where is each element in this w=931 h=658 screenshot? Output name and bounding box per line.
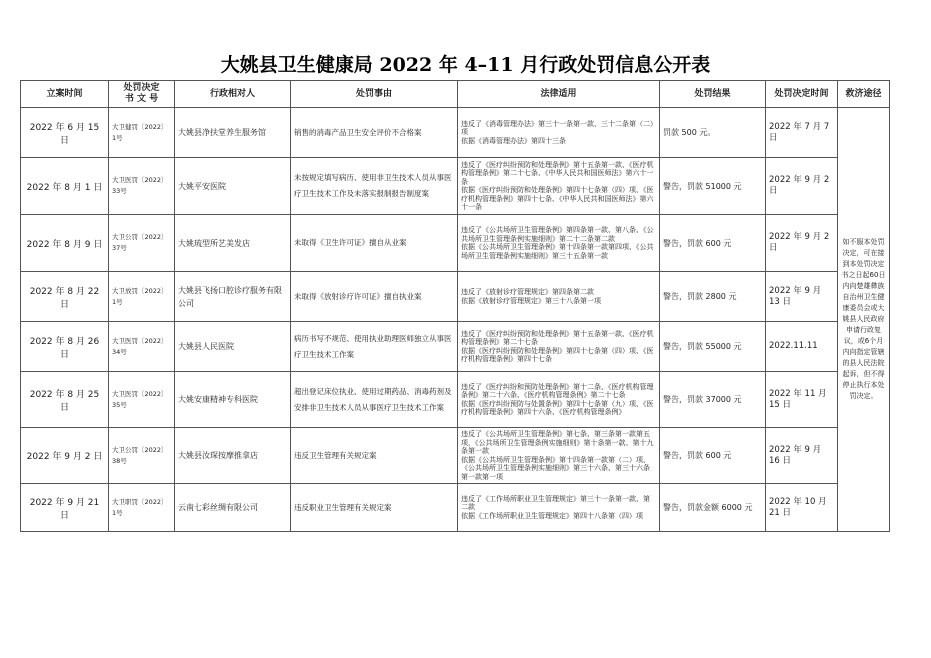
header-law: 法律适用 <box>458 81 660 108</box>
party-cell: 大姚县净扶堂养生服务馆 <box>175 108 291 158</box>
decision-date-cell: 2022 年 9 月 16 日 <box>766 428 838 484</box>
table-row <box>21 158 890 215</box>
table-header-row <box>21 81 890 108</box>
doc-no-cell: 大卫健罚〔2022〕 1号 <box>109 108 175 158</box>
matter-cell: 违反卫生管理有关规定案 <box>291 428 458 484</box>
law-cell: 违反了《医疗纠纷和预防处理条例》第十二条、《医疗机构管理条例》第二十六条、《医疗机构管理条例》第二十七条 依据《医疗纠纷预防与处置条例》第四十七条第（九）项、《医疗机构管理条例》第四十六条、《医疗机构管理条例》 <box>458 372 660 428</box>
doc-no-cell: 大卫公罚〔2022〕 38号 <box>109 428 175 484</box>
doc-no-cell: 大卫放罚〔2022〕 1号 <box>109 272 175 322</box>
matter-cell: 未取得《放射诊疗许可证》擅自执业案 <box>291 272 458 322</box>
header-doc-no: 处罚决定 书 文 号 <box>109 81 175 108</box>
doc-no-cell: 大卫职罚〔2022〕 1号 <box>109 484 175 532</box>
party-cell: 大姚平安医院 <box>175 158 291 215</box>
doc-no-cell: 大卫医罚〔2022〕 33号 <box>109 158 175 215</box>
filing-date-cell: 2022 年 6 月 15 日 <box>21 108 109 158</box>
result-cell: 警告，罚款金额 6000 元 <box>660 484 766 532</box>
header-remedy: 救济途径 <box>838 81 890 108</box>
party-cell: 大姚县人民医院 <box>175 322 291 372</box>
table-row <box>21 372 890 428</box>
doc-no-cell: 大卫医罚〔2022〕 35号 <box>109 372 175 428</box>
law-cell: 违反了《放射诊疗管理规定》第四条第二款 依据《放射诊疗管理规定》第三十八条第一项 <box>458 272 660 322</box>
result-cell: 警告，罚款 600 元 <box>660 428 766 484</box>
law-cell: 违反了《工作场所职业卫生管理规定》第三十一条第一款、第二款 依据《工作场所职业卫生管理规定》第四十八条第（四）项 <box>458 484 660 532</box>
filing-date-cell: 2022 年 8 月 22 日 <box>21 272 109 322</box>
filing-date-cell: 2022 年 8 月 26 日 <box>21 322 109 372</box>
party-cell: 大姚县汝琛按摩推拿店 <box>175 428 291 484</box>
matter-cell: 病历书写不规范、使用执业助理医师独立从事医疗卫生技术工作案 <box>291 322 458 372</box>
result-cell: 警告，罚款 2800 元 <box>660 272 766 322</box>
filing-date-cell: 2022 年 9 月 21 日 <box>21 484 109 532</box>
party-cell: 大姚安康精神专科医院 <box>175 372 291 428</box>
table-row <box>21 484 890 532</box>
filing-date-cell: 2022 年 8 月 9 日 <box>21 215 109 272</box>
table-row <box>21 108 890 158</box>
header-result: 处罚结果 <box>660 81 766 108</box>
filing-date-cell: 2022 年 8 月 25 日 <box>21 372 109 428</box>
header-party: 行政相对人 <box>175 81 291 108</box>
result-cell: 罚款 500 元。 <box>660 108 766 158</box>
decision-date-cell: 2022.11.11 <box>766 322 838 372</box>
law-cell: 违反了《医疗纠纷预防和处理条例》第十五条第一款、《医疗机构管理条例》第二十七条 依据《医疗纠纷预防和处理条例》第四十七条第（四）项、《医疗机构管理条例》第四十七条 <box>458 322 660 372</box>
filing-date-cell: 2022 年 8 月 1 日 <box>21 158 109 215</box>
doc-no-cell: 大卫公罚〔2022〕 37号 <box>109 215 175 272</box>
result-cell: 警告，罚款 600 元 <box>660 215 766 272</box>
result-cell: 警告，罚款 37000 元 <box>660 372 766 428</box>
matter-cell: 违反职业卫生管理有关规定案 <box>291 484 458 532</box>
decision-date-cell: 2022 年 7 月 7 日 <box>766 108 838 158</box>
law-cell: 违反了《公共场所卫生管理条例》第七条、第三条第一款第五项，《公共场所卫生管理条例实施细则》第十条第一款、第十九条第一款 依据《公共场所卫生管理条例》第十四条第一款第（二）项、《公共场所卫生管理条例实施细则》第三十六条、第三十六条第一款第一项 <box>458 428 660 484</box>
table-row <box>21 322 890 372</box>
decision-date-cell: 2022 年 9 月 13 日 <box>766 272 838 322</box>
matter-cell: 销售的消毒产品卫生安全评价不合格案 <box>291 108 458 158</box>
doc-no-cell: 大卫医罚〔2022〕 34号 <box>109 322 175 372</box>
header-filing-date: 立案时间 <box>21 81 109 108</box>
filing-date-cell: 2022 年 9 月 2 日 <box>21 428 109 484</box>
decision-date-cell: 2022 年 9 月 2 日 <box>766 158 838 215</box>
law-cell: 违反了《医疗纠纷预防和处理条例》第十五条第一款、《医疗机构管理条例》第二十七条、《中华人民共和国医师法》第六十一条 依据《医疗纠纷预防和处理条例》第四十七条第（四）项、《医疗机构管理条例》第四十七条、《中华人民共和国医师法》第六十一条 <box>458 158 660 215</box>
table-row <box>21 272 890 322</box>
table-row <box>21 215 890 272</box>
matter-cell: 未取得《卫生许可证》擅自从业案 <box>291 215 458 272</box>
law-cell: 违反了《公共场所卫生管理条例》第四条第一款、第八条、《公共场所卫生管理条例实施细则》第二十二条第二款 依据《公共场所卫生管理条例》第十四条第一款第四项、《公共场所卫生管理条例实施细则》第三十五条第一款 <box>458 215 660 272</box>
decision-date-cell: 2022 年 10 月 21 日 <box>766 484 838 532</box>
table-row <box>21 428 890 484</box>
decision-date-cell: 2022 年 9 月 2 日 <box>766 215 838 272</box>
party-cell: 大姚县飞扬口腔诊疗服务有限公司 <box>175 272 291 322</box>
result-cell: 警告，罚款 51000 元 <box>660 158 766 215</box>
matter-cell: 超出登记床位执业、使用过期药品、消毒药剂及安排非卫生技术人员从事医疗卫生技术工作案 <box>291 372 458 428</box>
header-matter: 处罚事由 <box>291 81 458 108</box>
page-title: 大姚县卫生健康局 2022 年 4–11 月行政处罚信息公开表 <box>220 54 711 76</box>
law-cell: 违反了《消毒管理办法》第三十一条第一款、三十二条第（二）项 依据《消毒管理办法》第四十三条 <box>458 108 660 158</box>
penalty-table <box>20 80 890 532</box>
remedy-cell: 如不服本处罚决定，可在接到本处罚决定书之日起60日内向楚雄彝族自治州卫生健康委员会或大姚县人民政府申请行政复议，或6个月内向指定管辖的县人民法院起诉，但不得停止执行本处罚决定。 <box>838 108 890 532</box>
party-cell: 云南七彩丝绸有限公司 <box>175 484 291 532</box>
party-cell: 大姚琉型所艺美发店 <box>175 215 291 272</box>
header-decision-date: 处罚决定时间 <box>766 81 838 108</box>
matter-cell: 未按规定填写病历、使用非卫生技术人员从事医疗卫生技术工作及未落实报制报告制度案 <box>291 158 458 215</box>
decision-date-cell: 2022 年 11 月 15 日 <box>766 372 838 428</box>
result-cell: 警告，罚款 55000 元 <box>660 322 766 372</box>
